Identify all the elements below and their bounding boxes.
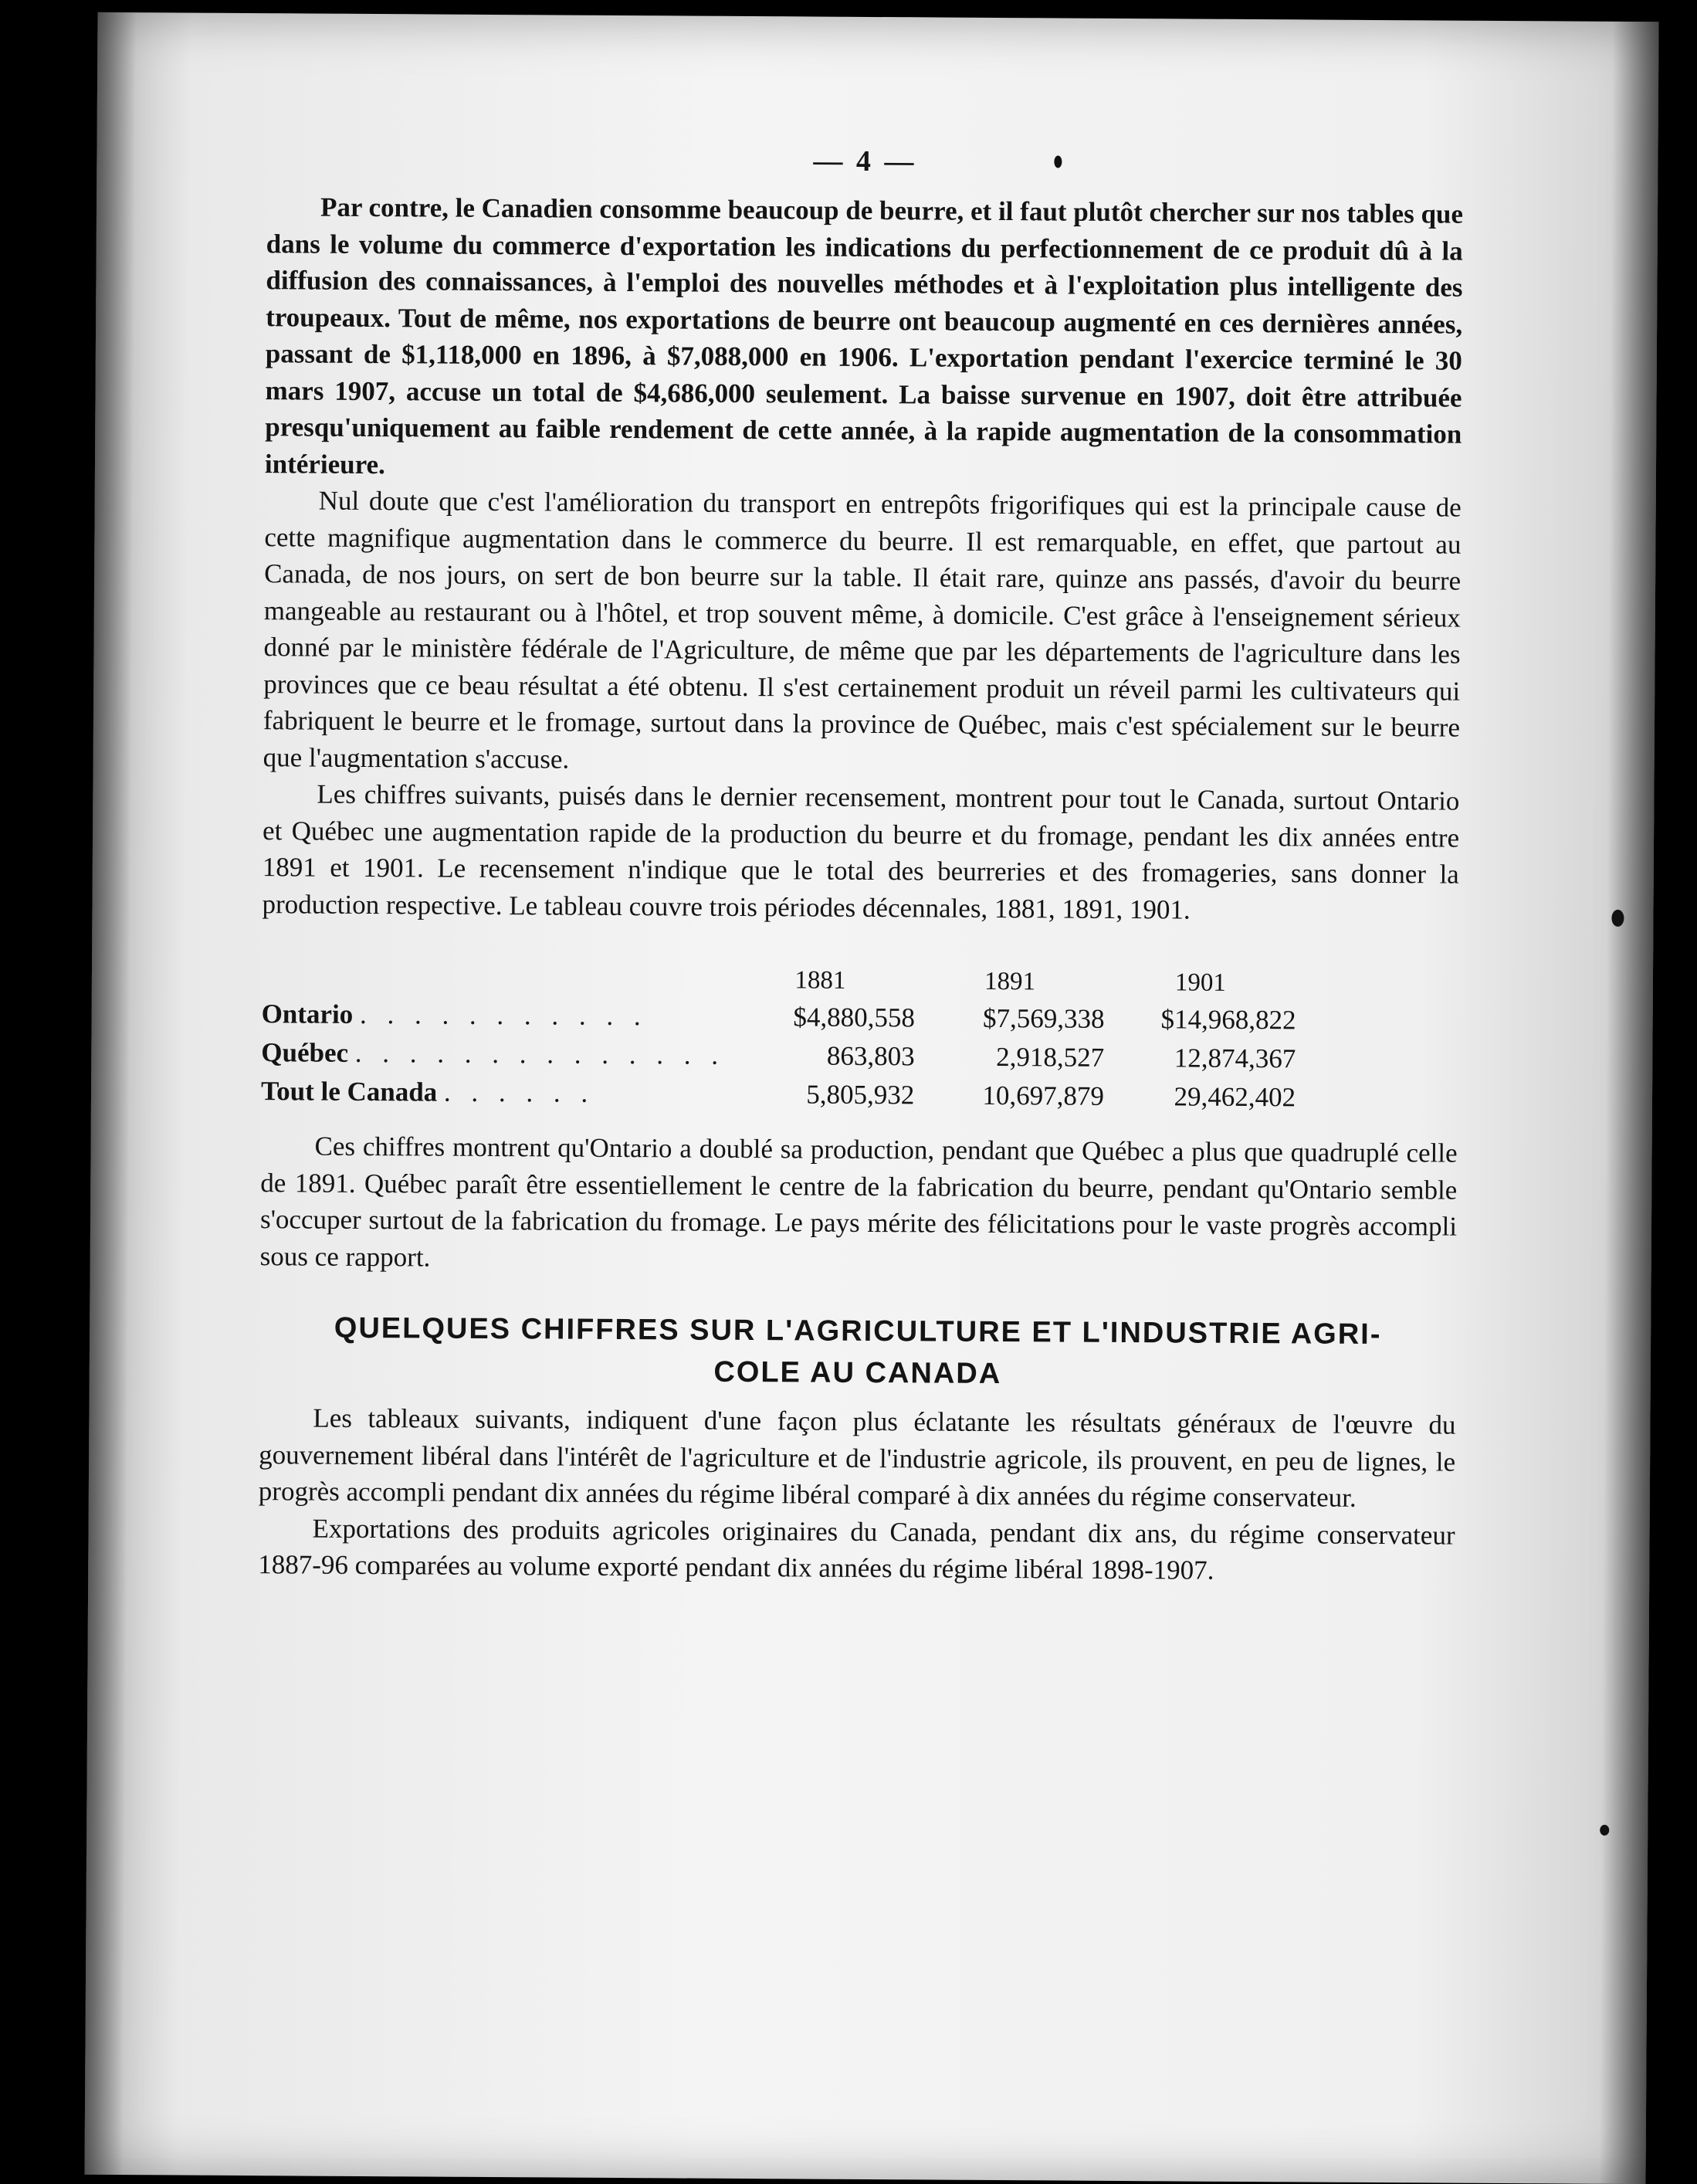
table-header-spacer xyxy=(262,962,726,998)
table-cell: 2,918,527 xyxy=(996,1041,1105,1073)
ink-speck xyxy=(1054,155,1062,168)
row-label-text: Tout le Canada xyxy=(260,1076,438,1107)
scanned-page xyxy=(84,12,1658,2184)
ink-speck xyxy=(1600,1825,1609,1836)
table-cell: 10,697,879 xyxy=(982,1080,1105,1111)
ink-speck xyxy=(1611,910,1624,927)
section-heading xyxy=(259,1307,1457,1397)
row-label-text: Québec xyxy=(261,1037,349,1068)
table-cell: 5,805,932 xyxy=(806,1079,915,1111)
table-header-year: 1881 xyxy=(794,966,846,995)
paragraph-cold-storage: Nul doute que c'est l'amélioration du transport en entrepôts frigorifiques qui est la principale cause de cette magnifique augmentation dans le commerce du beurre. Il est remarquable, en effet, que partout au Canada, de nos jours, on sert de bon beurre sur la table. Il était rare, quinze ans passés, d'avoir du beurre mangeable au restaurant ou à l'hôtel, et trop souvent même, à domicile. C'est grâce à l'enseignement sérieux donné par le ministère fédérale de l'Agriculture, de même que par les départements de l'agriculture dans les provinces que ce beau résultat a été obtenu. Il s'est certainement produit un réveil parmi les cultivateurs qui fabriquent le beurre et le fromage, surtout dans la province de Québec, mais c'est spécialement sur le beurre que l'augmentation s'accuse. xyxy=(263,485,1462,775)
table-row xyxy=(261,1072,1296,1117)
leader-dots: . . . . . . . . . . . . . . xyxy=(354,1037,726,1070)
table-cell: $7,569,338 xyxy=(982,1002,1105,1034)
row-label xyxy=(261,1033,725,1075)
table-cell: $14,968,822 xyxy=(1160,1004,1296,1036)
section-heading-line2: COLE AU CANADA xyxy=(713,1355,1002,1391)
row-label-text: Ontario xyxy=(261,999,354,1029)
table-cell: $4,880,558 xyxy=(793,1002,916,1033)
leader-dots: . . . . . . xyxy=(443,1077,595,1108)
paragraph-quebec-production: Ces chiffres montrent qu'Ontario a doublé sa production, pendant que Québec a plus que quadruplé celle de 1891. Québec paraît être essentiellement le centre de la fabrication du beurre, pendant qu'Ontario semble s'occuper surtout de la fabrication du fromage. Le pays mérite des félicitations pour le vaste progrès accompli sous ce rapport. xyxy=(259,1131,1458,1273)
leader-dots: . . . . . . . . . . . xyxy=(359,999,648,1032)
table-cell: 863,803 xyxy=(826,1040,915,1072)
table-row xyxy=(261,995,1296,1039)
row-label xyxy=(261,1072,725,1114)
page-number: — 4 — xyxy=(813,144,917,178)
paragraph-census-figures: Les chiffres suivants, puisés dans le dernier recensement, montrent pour tout le Canada, surtout Ontario et Québec une augmentation rapide de la production du beurre et du fromage, pendant les dix années entre 1891 et 1901. Le recensement n'indique que le total des beurreries et des fromageries, sans donner la production respective. Le tableau couvre trois périodes décennales, 1881, 1891, 1901. xyxy=(262,778,1460,925)
table-cell: 12,874,367 xyxy=(1174,1043,1296,1074)
table-row xyxy=(261,1033,1296,1078)
table-header-year: 1891 xyxy=(984,967,1036,996)
page-shadow-right xyxy=(1599,22,1658,2184)
paragraph-exports-intro: Exportations des produits agricoles originaires du Canada, pendant dix ans, du régime conservateur 1887-96 comparées au volume exporté pendant dix années du régime libéral 1898-1907. xyxy=(258,1513,1455,1585)
page-content xyxy=(258,141,1463,1590)
production-table xyxy=(261,962,1296,1117)
table-header-year: 1901 xyxy=(1174,968,1226,997)
row-label xyxy=(261,995,725,1036)
section-heading-line1: QUELQUES CHIFFRES SUR L'AGRICULTURE ET L'INDUSTRIE AGRI- xyxy=(334,1311,1382,1351)
paragraph-butter-consumption: Par contre, le Canadien consomme beaucoup de beurre, et il faut plutôt chercher sur nos tables que dans le volume du commerce d'exportation les indications du perfectionnement de ce produit dû à la diffusion des connaissances, à l'emploi des nouvelles méthodes et à l'exploitation plus intelligente des troupeaux. Tout de même, nos exportations de beurre ont beaucoup augmenté en ces dernières années, passant de $1,118,000 en 1896, à $7,088,000 en 1906. L'exportation pendant l'exercice terminé le 30 mars 1907, accuse un total de $4,686,000 seulement. La baisse survenue en 1907, doit être attribuée presqu'uniquement au faible rendement de cette année, à la rapide augmentation de la consommation intérieure. xyxy=(264,192,1464,480)
page-shadow-left xyxy=(84,12,136,2175)
paragraph-liberal-results: Les tableaux suivants, indiquent d'une façon plus éclatante les résultats généraux de l'œuvre du gouvernement libéral dans l'intérêt de l'agriculture et de l'industrie agricole, ils prouvent, en peu de lignes, le progrès accompli pendant dix années du régime libéral comparé à dix années du régime conservateur. xyxy=(258,1402,1456,1513)
table-cell: 29,462,402 xyxy=(1174,1081,1296,1113)
